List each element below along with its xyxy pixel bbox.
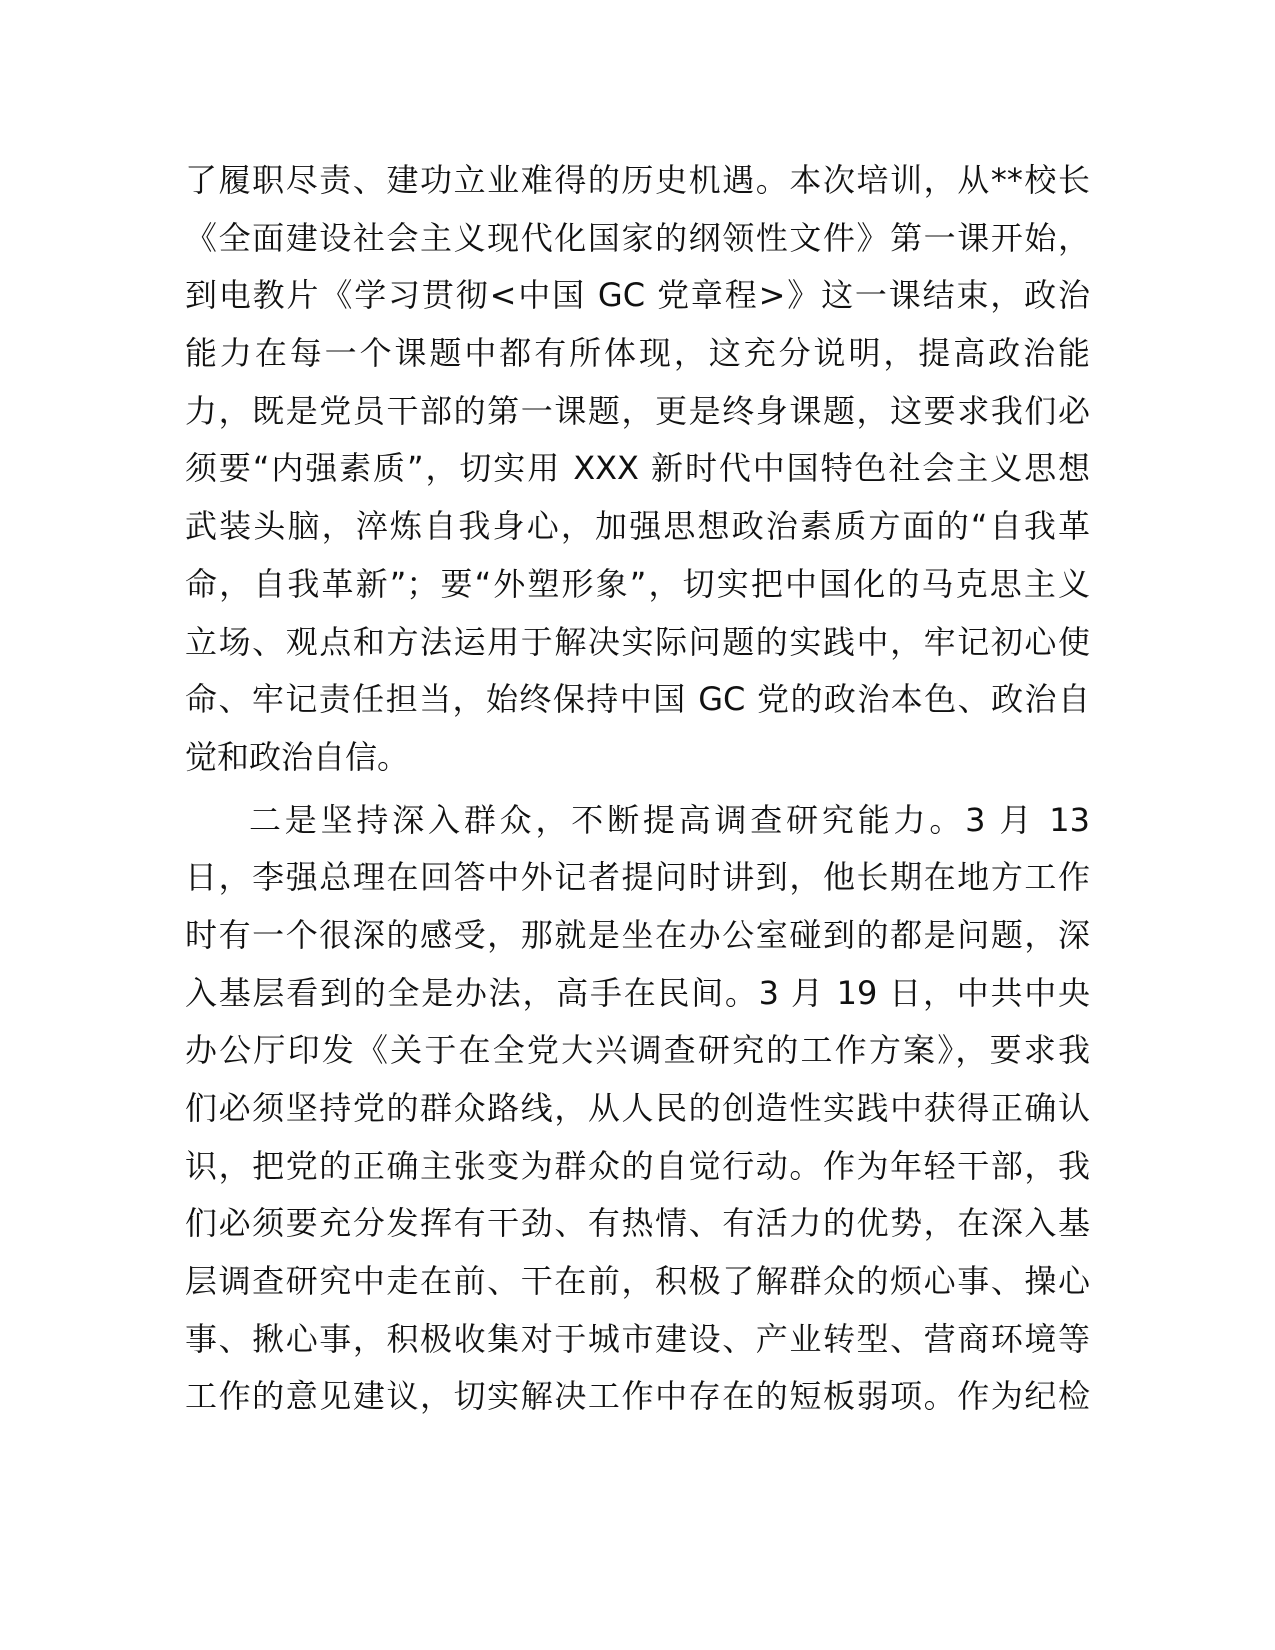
text-line: 们必须要充分发挥有干劲、有热情、有活力的优势，在深入基 <box>185 1204 1090 1243</box>
text-line: 识，把党的正确主张变为群众的自觉行动。作为年轻干部，我 <box>185 1146 1090 1185</box>
text-line: 层调查研究中走在前、干在前，积极了解群众的烦心事、操心 <box>185 1262 1090 1301</box>
text-line: 须要“内强素质”，切实用 XXX 新时代中国特色社会主义思想 <box>185 449 1090 488</box>
text-line: 能力在每一个课题中都有所体现，这充分说明，提高政治能 <box>185 334 1090 373</box>
text-line: 力，既是党员干部的第一课题，更是终身课题，这要求我们必 <box>185 391 1090 430</box>
document-body <box>185 152 1090 1426</box>
text-line: 工作的意见建议，切实解决工作中存在的短板弱项。作为纪检 <box>185 1377 1090 1416</box>
text-line: 命，自我革新”；要“外塑形象”，切实把中国化的马克思主义 <box>185 564 1090 603</box>
text-line: 办公厅印发《关于在全党大兴调查研究的工作方案》，要求我 <box>185 1031 1090 1070</box>
text-line: 们必须坚持党的群众路线，从人民的创造性实践中获得正确认 <box>185 1089 1090 1127</box>
text-line: 命、牢记责任担当，始终保持中国 GC 党的政治本色、政治自 <box>185 680 1090 719</box>
paragraph-2 <box>185 792 1090 1427</box>
text-line: 立场、观点和方法运用于解决实际问题的实践中，牢记初心使 <box>185 622 1090 661</box>
paragraph-1 <box>185 152 1090 787</box>
text-line: 了履职尽责、建功立业难得的历史机遇。本次培训，从**校长 <box>185 161 1090 199</box>
text-line: 日，李强总理在回答中外记者提问时讲到，他长期在地方工作 <box>185 858 1090 897</box>
text-line: 觉和政治自信。 <box>185 737 410 776</box>
text-line: 到电教片《学习贯彻<中国 GC 党章程>》这一课结束，政治 <box>185 276 1090 315</box>
text-line: 武装头脑，淬炼自我身心，加强思想政治素质方面的“自我革 <box>185 507 1090 546</box>
text-line: 时有一个很深的感受，那就是坐在办公室碰到的都是问题，深 <box>185 915 1090 954</box>
text-line: 《全面建设社会主义现代化国家的纲领性文件》第一课开始， <box>185 218 1090 257</box>
text-line: 二是坚持深入群众，不断提高调查研究能力。3 月 13 <box>249 800 1090 839</box>
text-line: 事、揪心事，积极收集对于城市建设、产业转型、营商环境等 <box>185 1319 1090 1358</box>
text-line: 入基层看到的全是办法，高手在民间。3 月 19 日，中共中央 <box>185 973 1090 1012</box>
